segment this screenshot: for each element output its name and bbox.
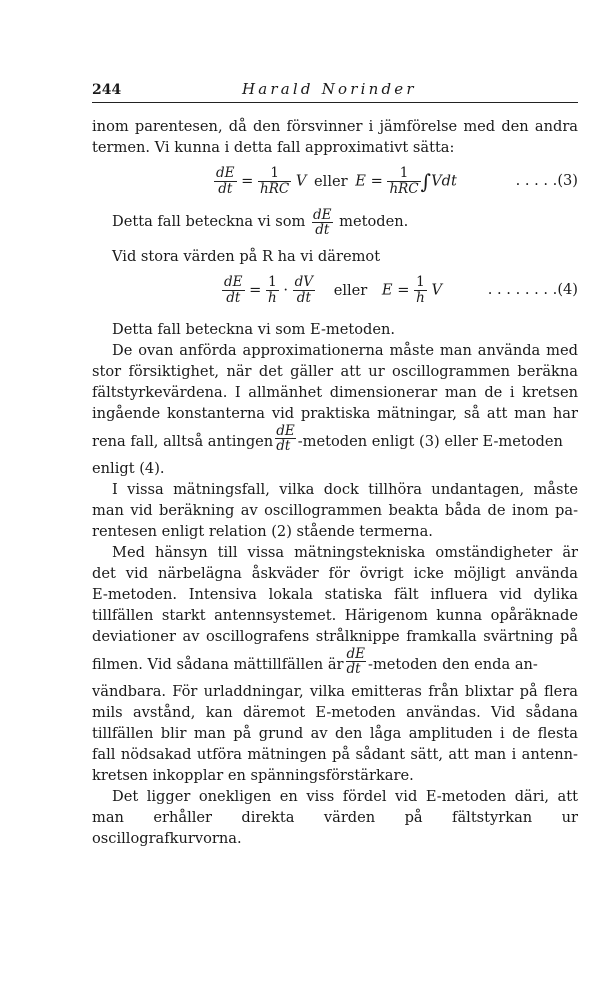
text-line: rentesen enligt relation (2) stående termerna.: [92, 523, 433, 540]
paragraph-2: [92, 340, 578, 479]
text-line: tillfällen starkt antennsystemet. Härigenom kunna opåräknade: [92, 607, 578, 624]
paragraph-4: [92, 542, 578, 786]
equation-4: $\frac{dE}{dt}$ = $\frac{1}{h}$ · $\frac{dV}{dt}$ eller E = $\frac{1}{h}$ V . . . . . . . .(4): [224, 274, 578, 306]
text-line: De ovan anförda approximationerna måste man använda med: [112, 342, 578, 359]
fraction: $\frac{dE}{dt}$: [313, 207, 332, 238]
text-line: filmen. Vid sådana mättillfällen är $\frac{dE}{dt}$ -metoden den enda an-: [92, 646, 538, 677]
text-line: fall nödsakad utföra mätningen på sådant sätt, att man i antenn-: [92, 746, 578, 763]
text-line: kretsen inkopplar en spänningsförstärkare.: [92, 767, 414, 784]
fraction: $\frac{1}{\text{hRC}}$: [389, 165, 419, 197]
text-line: det vid närbelägna åskväder för övrigt icke möjligt använda: [92, 565, 578, 582]
integral-sign: ∫: [420, 169, 432, 194]
text-line: man vid beräkning av oscillogrammen beakta båda de inom pa-: [92, 502, 578, 519]
text-line: rena fall, alltså antingen $\frac{dE}{dt}$ -metoden enligt (3) eller E-metoden: [92, 423, 563, 454]
fraction: $\frac{1}{\text{hRC}}$: [260, 165, 290, 197]
fraction: $\frac{dE}{dt}$: [216, 165, 235, 197]
fraction: $\frac{1}{h}$: [416, 274, 425, 306]
text-line: ingående konstanterna vid praktiska mätningar, så att man har: [92, 405, 578, 422]
paragraph-1: [92, 116, 578, 158]
running-header: [92, 80, 578, 102]
text-line: deviationer av oscillografens strålknippe framkalla svärtning på: [92, 628, 578, 645]
paragraph-3: [92, 479, 578, 542]
fraction: $\frac{1}{h}$: [268, 274, 277, 306]
fraction: $\frac{dE}{dt}$: [346, 646, 366, 677]
equation-number: . . . . .(3): [515, 172, 578, 189]
text-line: Vid stora värden på R ha vi däremot: [112, 248, 381, 265]
text-line: I vissa mätningsfall, vilka dock tillhöra undantagen, måste: [112, 481, 578, 498]
fraction: $\frac{dV}{dt}$: [294, 274, 314, 306]
fraction: $\frac{dE}{dt}$: [276, 423, 295, 454]
text-line: Detta fall beteckna vi som $\frac{dE}{dt}$ metoden.: [112, 207, 409, 238]
text-line: enligt (4).: [92, 460, 165, 477]
text-line: Detta fall beteckna vi som E-metoden.: [112, 321, 396, 338]
text-line: vändbara. För urladdningar, vilka emitteras från blixtar på flera: [92, 683, 578, 700]
text-line: Det ligger onekligen en viss fördel vid E-metoden däri, att: [112, 788, 578, 805]
equation-number: . . . . . . . .(4): [487, 281, 578, 298]
fraction: $\frac{dE}{dt}$: [224, 274, 243, 306]
text-line: termen. Vi kunna i detta fall approximativt sätta:: [92, 139, 455, 156]
text-line: tillfällen blir man på grund av den låga amplituden i de flesta: [92, 725, 578, 742]
text-line: Med hänsyn till vissa mätningstekniska omständigheter är: [112, 544, 578, 561]
header-rule: [92, 102, 578, 103]
text-line: man erhåller direkta värden på fältstyrkan ur oscillografkurvorna.: [92, 809, 578, 847]
text-line: E-metoden. Intensiva lokala statiska fält influera vid dylika: [92, 586, 578, 603]
text-line: inom parentesen, då den försvinner i jämförelse med den andra: [92, 118, 578, 135]
text-line: mils avstånd, kan däremot E-metoden användas. Vid sådana: [92, 704, 578, 721]
text-line: stor försiktighet, när det gäller att ur oscillogrammen beräkna: [92, 363, 578, 380]
paragraph-5: [92, 786, 578, 849]
page-number: 244: [92, 82, 122, 98]
book-page: [92, 80, 578, 847]
running-header-author: Harald Norinder: [242, 80, 417, 98]
text-line: fältstyrkevärdena. I allmänhet dimensionerar man de i kretsen: [92, 384, 578, 401]
equation-3: $\frac{dE}{dt}$ = $\frac{1}{\text{hRC}}$ V eller E = $\frac{1}{\text{hRC}}$ ∫Vdt . . . . .(3): [216, 165, 578, 197]
page-body: [92, 116, 578, 849]
